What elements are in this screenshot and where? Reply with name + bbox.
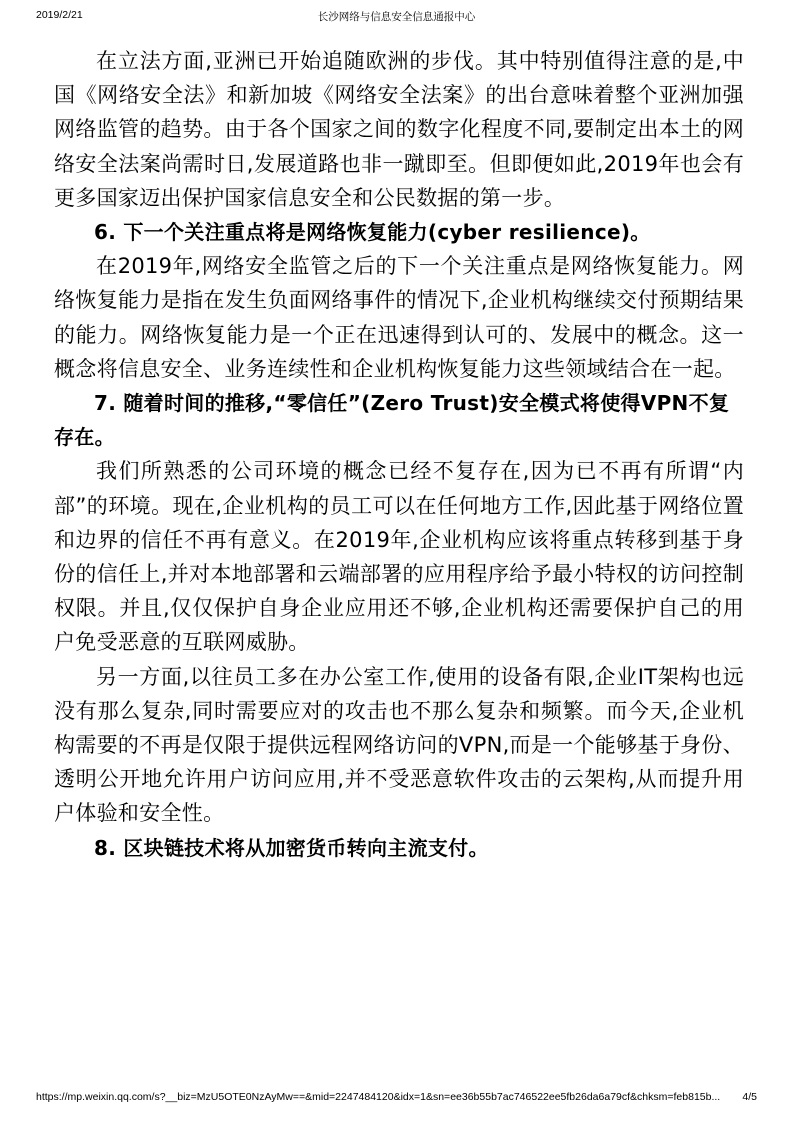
site-title: 长沙网络与信息安全信息通报中心: [317, 11, 476, 23]
heading-zero-trust: 7. 随着时间的推移,“零信任”(Zero Trust)安全模式将使得VPN不复存在。: [54, 391, 730, 450]
paragraph-cyber-resilience: 在2019年,网络安全监管之后的下一个关注重点是网络恢复能力。网络恢复能力是指在发生负面网络事件的情况下,企业机构继续交付预期结果的能力。网络恢复能力是一个正在迅速得到认可的、发展中的概念。这一概念将信息安全、业务连续性和企业机构恢复能力这些领域结合在一起。: [54, 254, 744, 381]
heading-blockchain: 8. 区块链技术将从加密货币转向主流支付。: [94, 835, 489, 860]
print-header: [0, 9, 793, 25]
paragraph-zero-trust: 我们所熟悉的公司环境的概念已经不复存在,因为已不再有所谓“内部”的环境。现在,企业机构的员工可以在任何地方工作,因此基于网络位置和边界的信任不再有意义。在2019年,企业机构应该将重点转移到基于身份的信任上,并对本地部署和云端部署的应用程序给予最小特权的访问控制权限。并且,仅仅保护自身企业应用还不够,企业机构还需要保护自己的用户免受恶意的互联网威胁。: [54, 459, 744, 655]
page-url: https://mp.weixin.qq.com/s?__biz=MzU5OTE0NzAyMw==&mid=2247484120&idx=1&sn=ee36b55b7ac746522ee5fb26da6a79cf&chksm=feb815b...: [36, 1091, 721, 1103]
print-date: 2019/2/21: [36, 9, 83, 21]
paragraph-vpn: 另一方面,以往员工多在办公室工作,使用的设备有限,企业IT架构也远没有那么复杂,同时需要应对的攻击也不那么复杂和频繁。而今天,企业机构需要的不再是仅限于提供远程网络访问的VPN,而是一个能够基于身份、透明公开地允许用户访问应用,并不受恶意软件攻击的云架构,从而提升用户体验和安全性。: [54, 664, 744, 826]
print-footer: [0, 1091, 793, 1107]
article-body: [54, 44, 744, 865]
heading-cyber-resilience: 6. 下一个关注重点将是网络恢复能力(cyber resilience)。: [94, 220, 651, 245]
paragraph-legislation: 在立法方面,亚洲已开始追随欧洲的步伐。其中特别值得注意的是,中国《网络安全法》和新加坡《网络安全法案》的出台意味着整个亚洲加强网络监管的趋势。由于各个国家之间的数字化程度不同,要制定出本土的网络安全法案尚需时日,发展道路也非一蹴即至。但即便如此,2019年也会有更多国家迈出保护国家信息安全和公民数据的第一步。: [54, 49, 744, 210]
page-number: 4/5: [742, 1091, 757, 1103]
